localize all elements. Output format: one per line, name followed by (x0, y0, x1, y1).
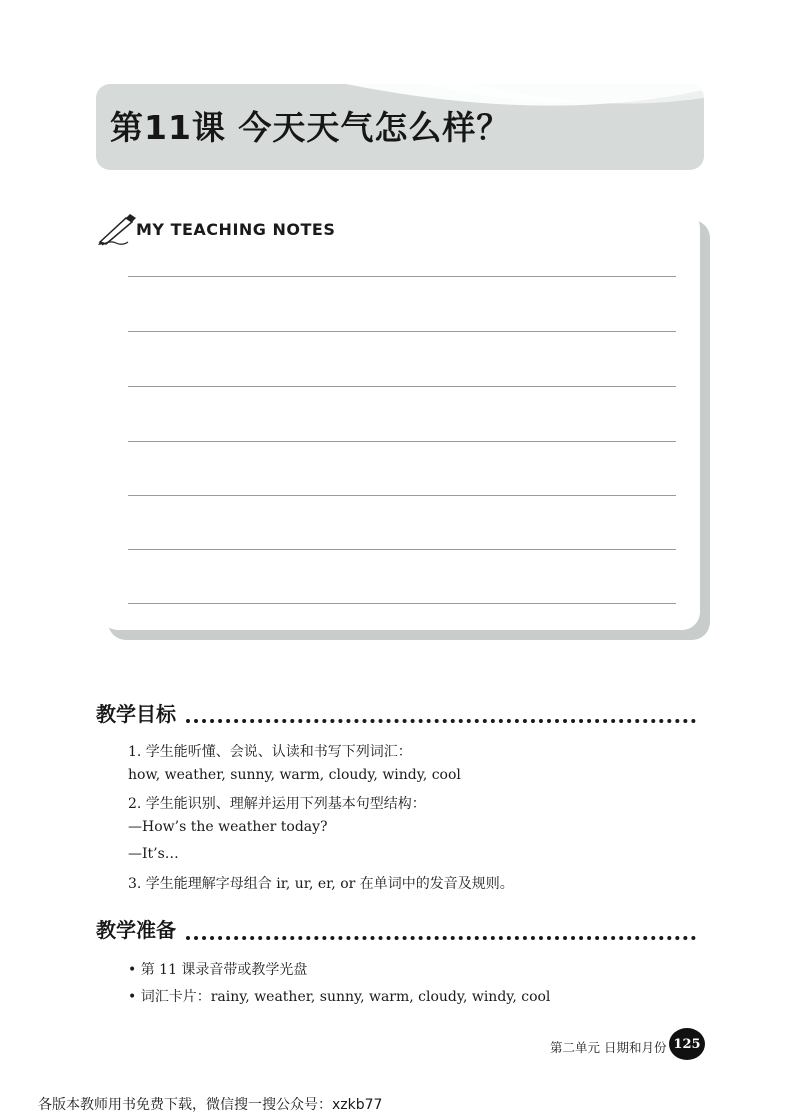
objective-line: —How’s the weather today? (128, 819, 328, 835)
objective-line: —It’s… (128, 846, 179, 862)
note-line (128, 386, 676, 387)
preparation-line: • 词汇卡片：rainy, weather, sunny, warm, cloudy, windy, cool (128, 989, 551, 1005)
objective-line: how, weather, sunny, warm, cloudy, windy, cool (128, 767, 461, 783)
note-line (128, 549, 676, 550)
note-line (128, 441, 676, 442)
download-watermark: 各版本教师用书免费下载，微信搜一搜公众号：xzkb77 (38, 1097, 383, 1113)
notes-writing-area (100, 210, 700, 630)
preparation-line: • 第 11 课录音带或教学光盘 (128, 962, 308, 978)
objectives-dotted-rule (186, 719, 696, 723)
objective-line: 1. 学生能听懂、会说、认读和书写下列词汇： (128, 744, 412, 760)
teaching-notes-heading: MY TEACHING NOTES (136, 220, 336, 239)
objective-line: 3. 学生能理解字母组合 ir, ur, er, or 在单词中的发音及规则。 (128, 876, 514, 892)
objective-line: 2. 学生能识别、理解并运用下列基本句型结构： (128, 796, 426, 812)
note-line (128, 331, 676, 332)
note-line (128, 495, 676, 496)
preparation-heading: 教学准备 (96, 918, 176, 942)
page-number-badge: 125 (669, 1028, 705, 1060)
pen-icon (96, 212, 138, 246)
lesson-title: 第11课 今天天气怎么样？ (110, 108, 511, 147)
lesson-title-banner (96, 84, 704, 170)
unit-label: 第二单元 日期和月份 (550, 1040, 667, 1055)
teaching-notes-box (96, 210, 716, 646)
objectives-heading: 教学目标 (96, 702, 176, 726)
preparation-dotted-rule (186, 936, 696, 940)
note-line (128, 603, 676, 604)
note-line (128, 276, 676, 277)
